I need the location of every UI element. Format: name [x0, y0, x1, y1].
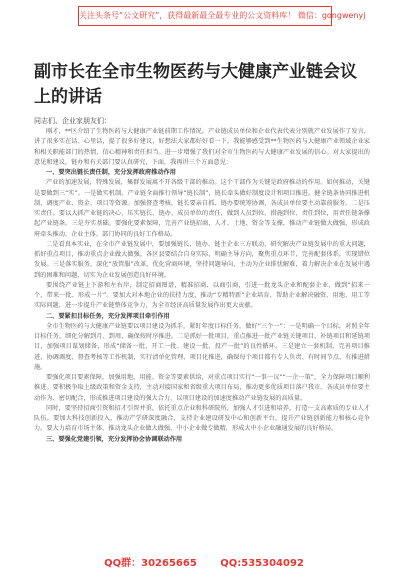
qq-group-text: QQ群：30265665 — [104, 558, 197, 569]
paragraph: 产业的加速发展，特殊发展，集群发展离不开各级干部的推动。这个干部作为关键是政府推动的作用。如何推动，关键是要做到三“实”。一是做实机制。产业链全面推行领导“链长制”，链长牵头做好制度设计和项目推进。健全链条协同推进机制，调度产业、资金、项目等资源。加强督查考核，链长要亲自抓、链办要统筹协调，各成员单位要主动靠前服务。二是压实责任。要以大抓产业链的决心，压实链长、链办、成员单位的责任，做到人员到位、措施到位、责任到位，用责任链条撑起产业链条。三是夯实基础。要强化要素保障，完善产业链招商、人才、土地、资金等支撑，推动产业链做大做强，形成政府牵头推动、企业主体、部门协同的良好工作格局。 — [34, 179, 370, 238]
section-heading: 二、要紧扣目标任务，充分发挥项目牵引作用 — [46, 312, 170, 320]
section-heading: 一、要突出链长责任制，充分发挥政府推动作用 — [46, 169, 176, 176]
paragraph: 全市生物医药与大健康产业链要以项目建设为抓手，紧盯年度目标任务，做好“三个一”：一是明确一个目标，对照全年目标任务，细化分解到月、到周，确保按时序推进。二是抓好一批项目，重点推进一批产业链关键项目、补链项目和延链项目，加强项目谋划储备，形成“储备一批、开工一批、建设一批、投产一批”的良性循环。三是建立一套机制，完善项目推进、协调调度、督查考核等工作机制，实行清单化管理、项目化推进，确保每个项目都有专人负责、有时间节点、有推进措施。 — [34, 322, 370, 371]
article-body — [34, 127, 370, 445]
paragraph: 刚才，**区介绍了生物医药与大健康产业链前期工作情况。产业链成员单位和企业代表代表分别就产业发展作了发言，讲了很多实在话、心里话，提了很多好建议，好想法大家都好好看一下。我能够感受到**生物医药与大健康产业领域企业家和相关职能部门的热情，信心精神和责任担当。进一步增强了我们对全市生物医药与大健康产业发展的信心。对大家提出的意见和建议，链办和有关部门要认真研究，下面，我再讲三个方面意见： — [34, 128, 370, 166]
promo-banner[interactable]: 关注头条号“公文研究”，获得最新最全最专业的公文资料库！ 微信：gongwenyj — [78, 6, 332, 26]
paragraph: 要强化项目要素保障，加强用地、用能、资金等要素供给，对重点项目实行“一事一议”“一企一策”，全力保障项目顺利推进。要积极争取上级政策和资金支持，主动对接国家和省级重大项目布局，推动更多优质项目落户我市。各成员单位要主动作为、密切配合，形成推进项目建设的强大合力，以项目建设的加速度推动产业链发展的高质量。 — [34, 374, 370, 402]
footer-contact — [0, 554, 408, 569]
page-title: 副市长在全市生物医药与大健康产业链会议上的讲话 — [34, 62, 357, 107]
salutation: 同志们、企业家朋友们： — [34, 117, 111, 125]
paragraph: 同时，要坚持招商引资和招才引智并重，依托重点企业和科研院所，加强人才引进和培养，打造一支高素质的专业人才队伍。要加大科技创新投入，推动产学研深度融合，支持企业建设研发中心和创新平台，提升产业链创新能力和核心竞争力。要大力培育市场主体，推动龙头企业做大做强，中小企业做专做精，形成大中小企业融通发展的良好格局。 — [34, 404, 370, 433]
section-heading: 三、要强化党建引领，充分发挥协会协调联动作用 — [46, 435, 183, 443]
qq-text: QQ:535304092 — [220, 558, 304, 569]
paragraph: 要围绕产业链上下游和左右岸，制定招商图谱，精准招商、以商引商，引进一批龙头企业和配套企业，做到“招来一个、带来一批、形成一片”。要加大对本地企业的扶持力度，推动“专精特新”企业培育，帮助企业解决融资、用地、用工等实际问题，进一步提升产业链整体竞争力，为全市经济高质量发展作出更大贡献。 — [34, 281, 370, 310]
paragraph: 二是看真本实业，在全市产业链发展中，要加强链长、链办、链主企业三方联动，研究解决产业链发展中的重大问题，抓好重点项目，推动重点企业做大做强。各区县要结合自身实际，明确主导方向，聚焦重点环节，完善配套体系，实现错位发展。三是落实服务，深化“放管服”改革，优化营商环境，坚持问题导向，主动为企业排忧解难，着力解决企业在发展中遇到的困难和问题，切实为企业发展创造良好环境。 — [34, 240, 370, 279]
